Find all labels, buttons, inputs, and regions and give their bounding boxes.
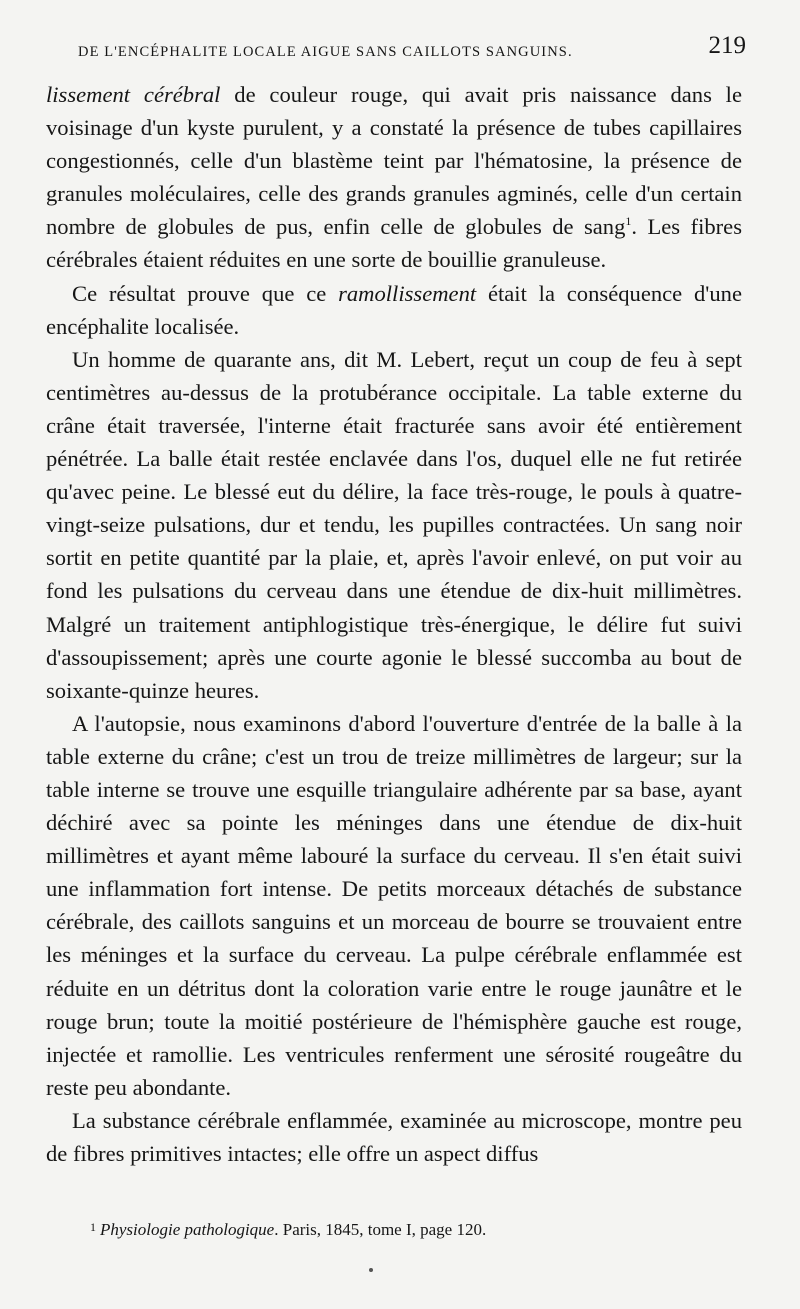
text-run: A l'autopsie, nous examinons d'abord l'ouverture d'entrée de la balle à la table externe du crâne; c'est un trou de treize millimètres de largeur; sur la table interne se trouve une esquille triangulaire adhérente par sa base, ayant déchiré avec sa pointe les méninges dans une étendue de dix-huit millimètres et ayant même labouré la surface du cerveau. Il s'en était suivi une inflammation fort intense. De petits morceaux détachés de substance cérébrale, des caillots sanguins et un morceau de bourre se trouvaient entre les méninges et la surface du cerveau. La pulpe cérébrale enflammée est réduite en un détritus dont la coloration varie entre le rouge jaunâtre et le rouge brun; toute la moitié postérieure de l'hémisphère gauche est rouge, injectée et ramollie. Les ventricules renferment une sérosité rougeâtre du reste peu abondante. xyxy=(46,710,742,1100)
footnote xyxy=(90,1220,486,1240)
running-head: DE L'ENCÉPHALITE LOCALE AIGUE SANS CAILLOTS SANGUINS. xyxy=(78,44,573,60)
italic-text: lissement cérébral xyxy=(46,82,221,107)
paragraph xyxy=(46,78,742,277)
text-run: était la conséquence d'une encéphalite localisée. xyxy=(46,280,742,339)
body-text xyxy=(46,78,742,1170)
footnote-mark: 1 xyxy=(90,1220,96,1234)
paragraph xyxy=(46,1104,742,1170)
footnote-reference: . Paris, 1845, tome I, page 120. xyxy=(274,1220,487,1239)
text-run: Ce résultat prouve que ce xyxy=(72,280,339,306)
paragraph xyxy=(46,707,742,1104)
page-number: 219 xyxy=(708,32,746,59)
text-run: de couleur rouge, qui avait pris naissance dans le voisinage d'un kyste purulent, y a constaté la présence de tubes capillaires congestionnés, celle d'un blastème teint par l'hématosine, la présence de granules moléculaires, celle des grands granules agminés, celle d'un certain nombre de globules de pus, enfin celle de globules de sang xyxy=(46,82,742,240)
footnote-reference-mark: 1 xyxy=(625,214,632,229)
paragraph xyxy=(46,343,742,707)
text-run: Un homme de quarante ans, dit M. Lebert, reçut un coup de feu à sept centimètres au-dessus de la protubérance occipitale. La table externe du crâne était traversée, l'interne était fracturée sans avoir été entièrement pénétrée. La balle était restée enclavée dans l'os, duquel elle ne fut retirée qu'avec peine. Le blessé eut du délire, la face très-rouge, le pouls à quatre-vingt-seize pulsations, dur et tendu, les pupilles contractées. Un sang noir sortit en petite quantité par la plaie, et, après l'avoir enlevé, on put voir au fond les pulsations du cerveau dans une étendue de dix-huit millimètres. Malgré un traitement antiphlogistique très-énergique, le délire fut suivi d'assoupissement; après une courte agonie le blessé succomba au bout de soixante-quinze heures. xyxy=(46,346,742,703)
italic-text: ramollissement xyxy=(338,280,477,306)
page-header xyxy=(60,28,746,68)
footnote-title: Physiologie pathologique xyxy=(100,1220,275,1239)
text-run: La substance cérébrale enflammée, examinée au microscope, montre peu de fibres primitives intactes; elle offre un aspect diffus xyxy=(46,1107,742,1166)
paragraph xyxy=(46,277,742,343)
text-run: . Les fibres cérébrales étaient réduites en une sorte de bouillie granuleuse. xyxy=(46,214,742,273)
printer-mark xyxy=(369,1268,373,1272)
